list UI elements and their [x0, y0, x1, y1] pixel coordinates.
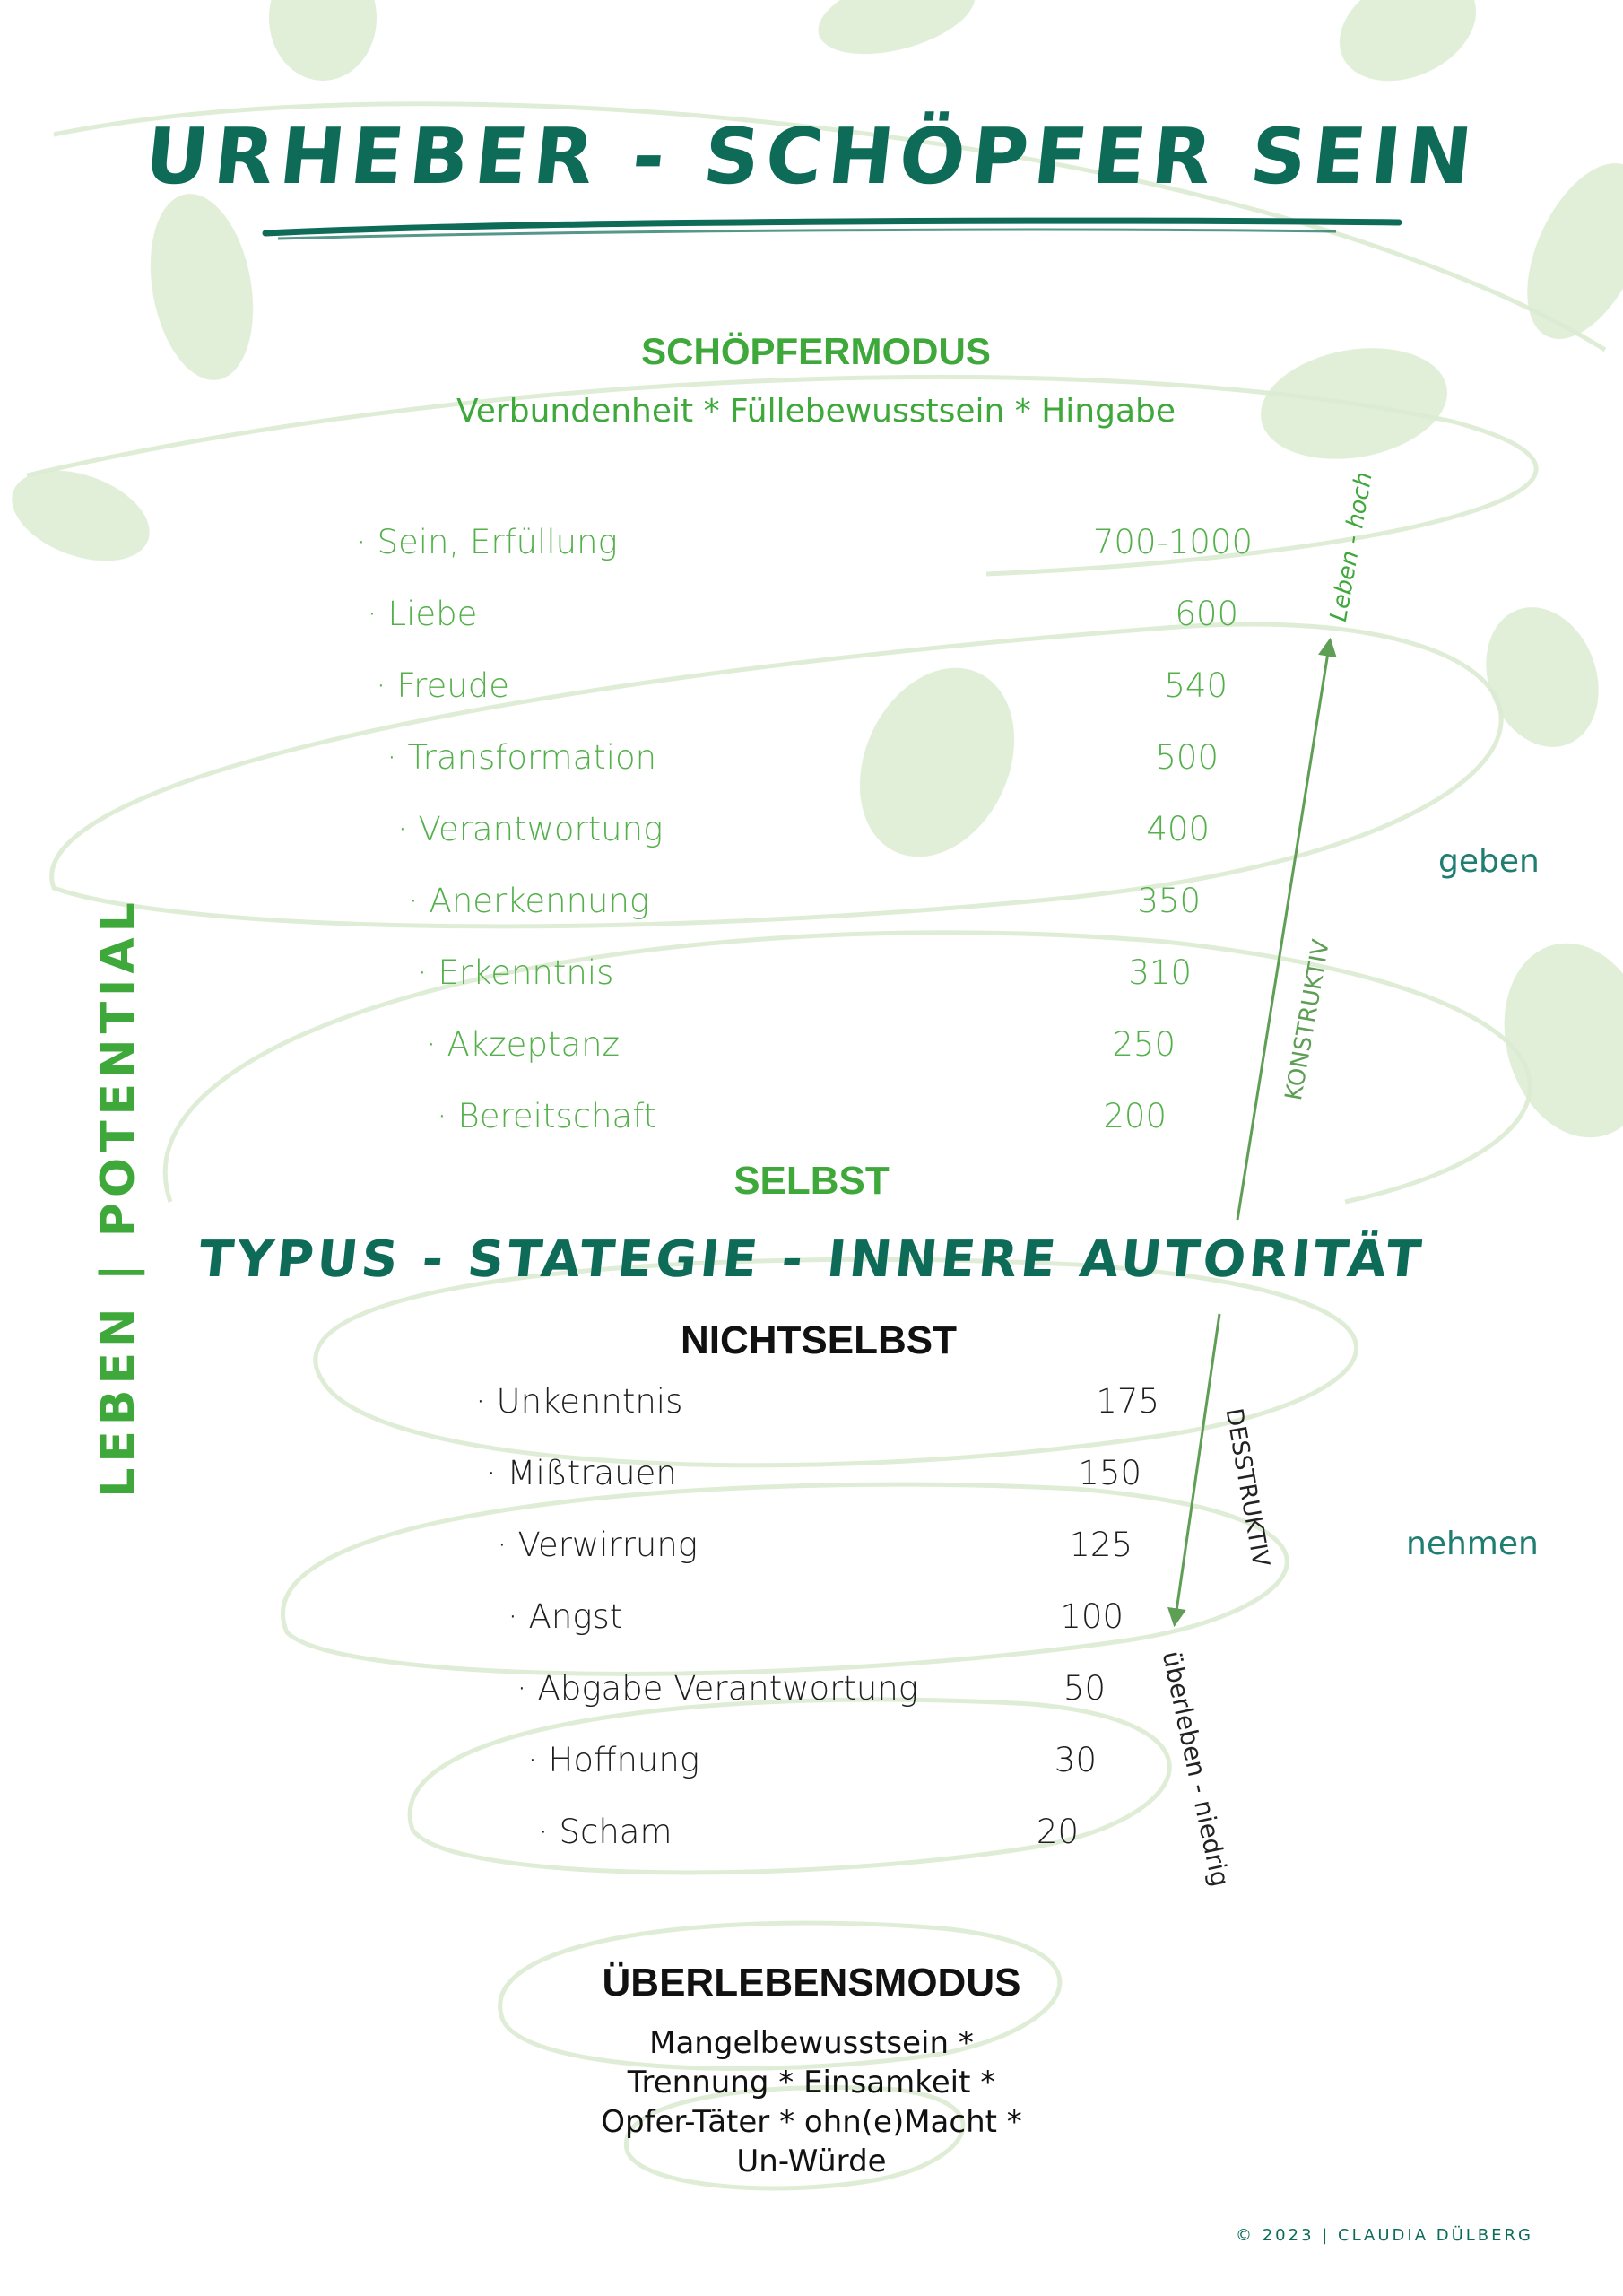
ueberleben-niedrig-label: überleben - niedrig [1156, 1648, 1236, 1890]
list-item-value: 310 [1128, 953, 1192, 992]
nichtselbst-heading: NICHTSELBST [681, 1318, 957, 1362]
list-item-label: · Freude [376, 666, 509, 705]
destruktiv-label: DESSTRUKTIV [1219, 1406, 1275, 1570]
list-item-label: · Akzeptanz [426, 1025, 620, 1064]
list-item-label: · Abgabe Verantwortung [516, 1669, 918, 1708]
list-item-label: · Anerkennung [408, 882, 650, 920]
list-item-value: 540 [1164, 666, 1228, 705]
list-item-value: 50 [1063, 1669, 1106, 1708]
list-item-value: 175 [1096, 1382, 1159, 1421]
list-item-label: · Transformation [386, 738, 657, 777]
konstruktiv-label: KONSTRUKTIV [1280, 937, 1336, 1103]
up-arrow [1237, 641, 1330, 1220]
down-arrow [1175, 1314, 1219, 1623]
list-item-label: · Liebe [367, 595, 478, 633]
list-item-label: · Scham [538, 1813, 673, 1851]
leben-hoch-label: Leben - hoch [1325, 470, 1378, 624]
list-item-label: · Mißtrauen [486, 1454, 677, 1492]
typus-heading: TYPUS - STATEGIE - INNERE AUTORITÄT [195, 1231, 1428, 1289]
list-item-value: 100 [1060, 1597, 1124, 1636]
nehmen-label: nehmen [1406, 1526, 1539, 1562]
schoepfermodus-subtitle: Verbundenheit * Füllebewusstsein * Hingabe [456, 393, 1176, 430]
geben-label: geben [1438, 843, 1540, 880]
list-item-label: · Unkenntnis [475, 1382, 683, 1421]
side-label: LEBEN | POTENTIAL [91, 897, 145, 1498]
copyright-text: © 2023 | CLAUDIA DÜLBERG [1236, 2226, 1533, 2245]
list-item-value: 350 [1137, 882, 1201, 920]
list-item-label: · Hoffnung [527, 1741, 700, 1779]
list-item-value: 30 [1054, 1741, 1097, 1779]
list-item-label: · Verantwortung [397, 810, 664, 848]
list-item-value: 250 [1112, 1025, 1176, 1064]
list-item-label: · Bereitschaft [437, 1097, 657, 1135]
list-item-value: 20 [1036, 1813, 1079, 1851]
list-item-label: · Verwirrung [497, 1526, 699, 1564]
subtitle-line: Mangelbewusstsein * [649, 2025, 974, 2061]
list-item-value: 500 [1155, 738, 1219, 777]
list-item-value: 200 [1103, 1097, 1167, 1135]
page-title: URHEBER - SCHÖPFER SEIN [141, 112, 1482, 202]
list-item-label: · Angst [508, 1597, 623, 1636]
selbst-heading: SELBST [733, 1159, 890, 1203]
subtitle-line: Trennung * Einsamkeit * [627, 2065, 996, 2100]
ueberlebensmodus-heading: ÜBERLEBENSMODUS [602, 1961, 1021, 2005]
list-item-value: 150 [1078, 1454, 1141, 1492]
subtitle-line: Un-Würde [736, 2144, 887, 2179]
list-item-value: 400 [1146, 810, 1210, 848]
list-item-value: 700-1000 [1092, 523, 1253, 561]
list-item-value: 125 [1069, 1526, 1133, 1564]
list-item-value: 600 [1175, 595, 1238, 633]
list-item-label: · Erkenntnis [417, 953, 614, 992]
list-item-label: · Sein, Erfüllung [356, 523, 618, 561]
schoepfermodus-heading: SCHÖPFERMODUS [641, 330, 991, 372]
subtitle-line: Opfer-Täter * ohn(e)Macht * [601, 2104, 1022, 2140]
